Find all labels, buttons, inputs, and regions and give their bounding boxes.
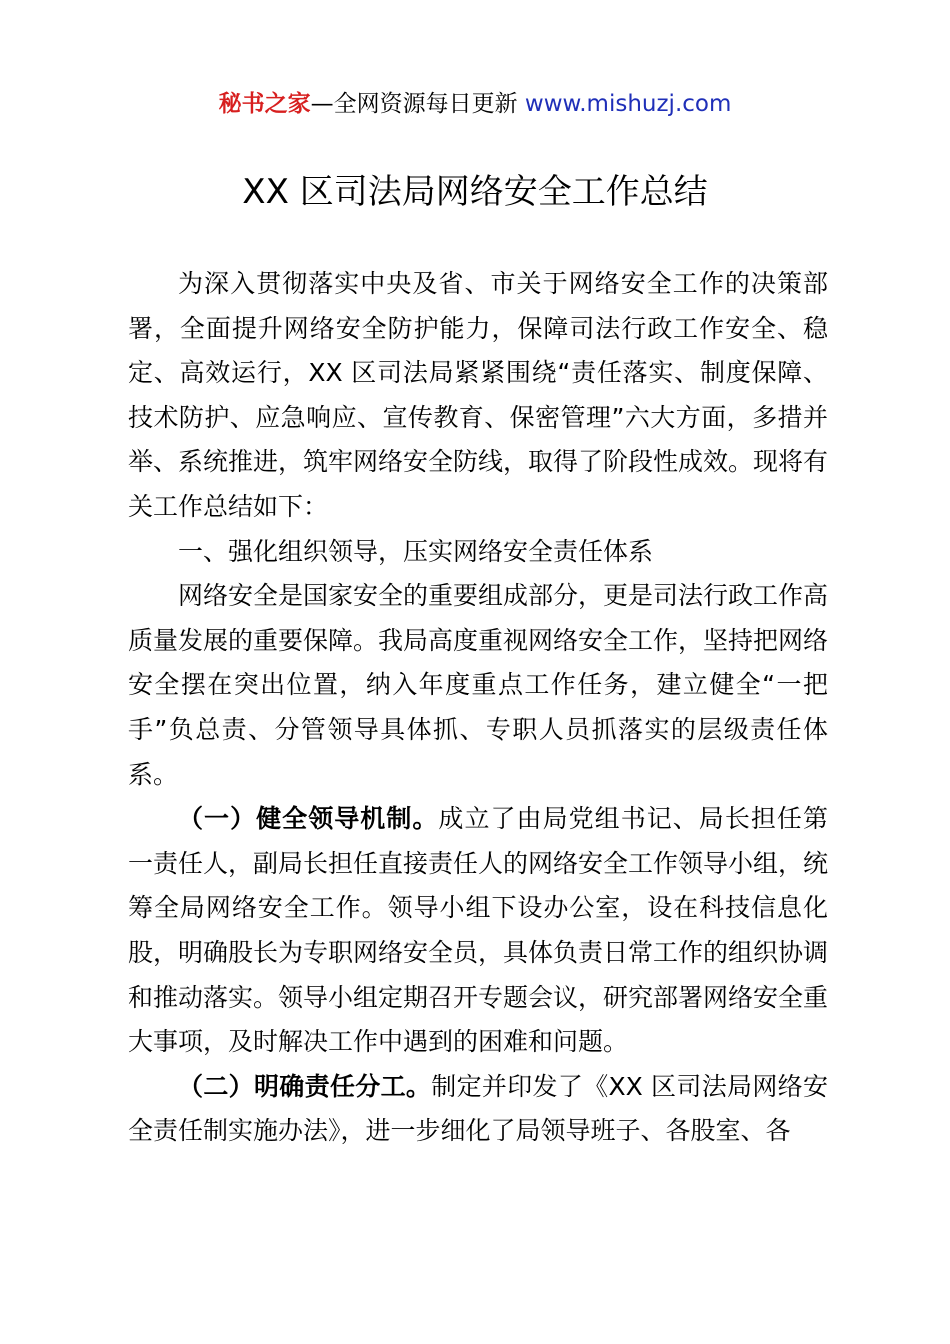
website-link[interactable]: www.mishuzj.com [524, 91, 732, 117]
brand-name: 秘书之家 [218, 91, 311, 117]
item-2-paragraph [128, 1065, 828, 1154]
section-1-heading: 一、强化组织领导，压实网络安全责任体系 [178, 536, 654, 566]
header-tagline: —全网资源每日更新 [310, 91, 525, 117]
section-1-paragraph: 网络安全是国家安全的重要组成部分，更是司法行政工作高质量发展的重要保障。我局高度重视网络安全工作，坚持把网络安全摆在突出位置，纳入年度重点工作任务，建立健全“一把手”负总责、分管领导具体抓、专职人员抓落实的层级责任体系。 [128, 581, 829, 789]
document-body [128, 262, 828, 1154]
site-header [0, 86, 950, 122]
item-1-paragraph [128, 797, 828, 1065]
document-title: XX 区司法局网络安全工作总结 [242, 172, 708, 212]
item-1-heading: （一）健全领导机制。 [178, 804, 439, 834]
item-1-text: 成立了由局党组书记、局长担任第一责任人，副局长担任直接责任人的网络安全工作领导小组，统筹全局网络安全工作。领导小组下设办公室，设在科技信息化股，明确股长为专职网络安全员，具体负责日常工作的组织协调和推动落实。领导小组定期召开专题会议，研究部署网络安全重大事项，及时解决工作中遇到的困难和问题。 [128, 804, 829, 1057]
item-2-heading: （二）明确责任分工。 [178, 1071, 432, 1101]
intro-paragraph: 为深入贯彻落实中央及省、市关于网络安全工作的决策部署，全面提升网络安全防护能力，保障司法行政工作安全、稳定、高效运行，XX 区司法局紧紧围绕“责任落实、制度保障、技术防护、应急响应、宣传教育、保密管理”六大方面，多措并举、系统推进，筑牢网络安全防线，取得了阶段性成效。现将有关工作总结如下： [128, 269, 829, 521]
item-2-text: 制定并印发了《XX 区司法局网络安全责任制实施办法》，进一步细化了局领导班子、各股室、各 [128, 1071, 828, 1146]
